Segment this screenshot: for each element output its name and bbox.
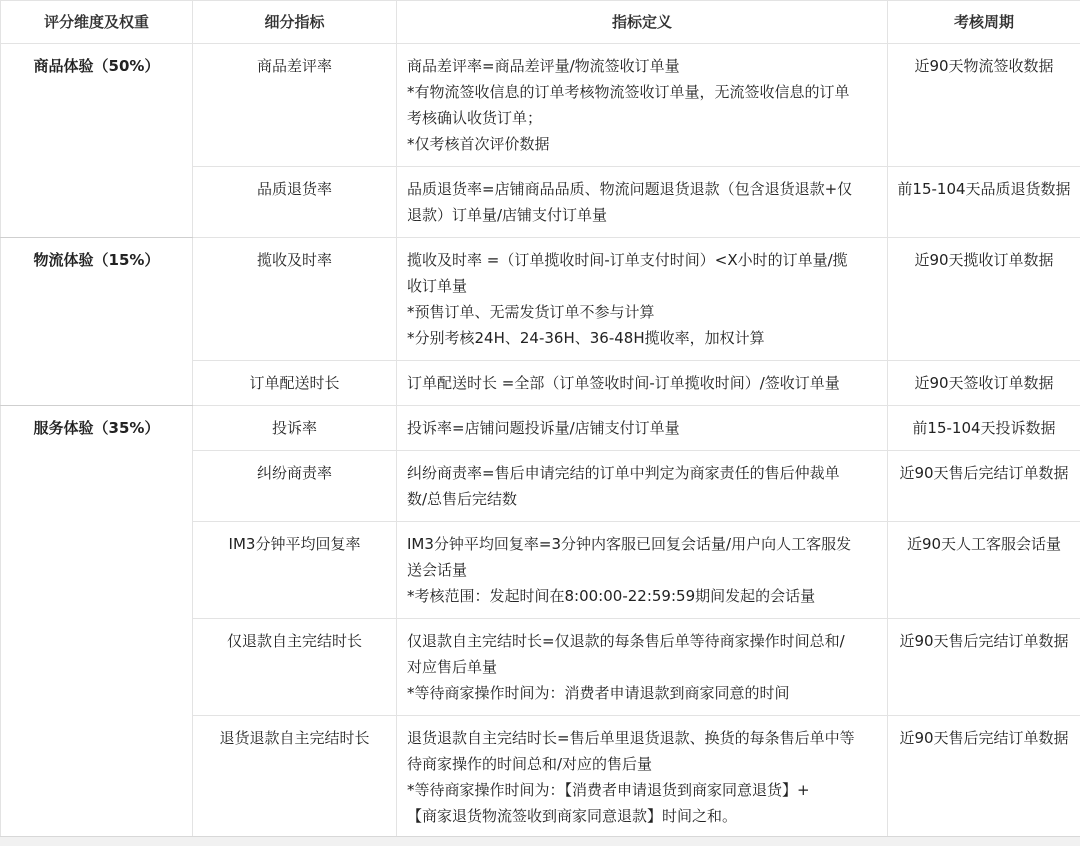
definition-cell [397, 406, 888, 451]
period-cell: 近90天售后完结订单数据 [888, 716, 1080, 839]
definition-line: 揽收及时率 =（订单揽收时间-订单支付时间）<X小时的订单量/揽 [407, 247, 875, 273]
definition-cell [397, 361, 888, 406]
definition-cell [397, 522, 888, 619]
metric-cell: 投诉率 [193, 406, 397, 451]
metric-cell: 揽收及时率 [193, 238, 397, 361]
metric-cell: 商品差评率 [193, 44, 397, 167]
definition-line: *等待商家操作时间为：【消费者申请退货到商家同意退货】+ [407, 777, 875, 803]
period-cell: 近90天揽收订单数据 [888, 238, 1080, 361]
definition-line: 数/总售后完结数 [407, 486, 875, 512]
header-definition: 指标定义 [397, 1, 888, 44]
period-cell: 近90天签收订单数据 [888, 361, 1080, 406]
definition-line: 送会话量 [407, 557, 875, 583]
header-row [1, 1, 1080, 44]
period-cell: 前15-104天品质退货数据 [888, 167, 1080, 238]
header-dimension: 评分维度及权重 [1, 1, 193, 44]
definition-line: IM3分钟平均回复率=3分钟内客服已回复会话量/用户向人工客服发 [407, 531, 875, 557]
period-cell: 近90天物流签收数据 [888, 44, 1080, 167]
definition-line: 品质退货率=店铺商品品质、物流问题退货退款（包含退货退款+仅 [407, 176, 875, 202]
metric-cell: 仅退款自主完结时长 [193, 619, 397, 716]
metric-cell: 退货退款自主完结时长 [193, 716, 397, 839]
definition-line: 收订单量 [407, 273, 875, 299]
table-row [1, 44, 1080, 167]
table-row [1, 238, 1080, 361]
dimension-cell: 服务体验（35%） [1, 406, 193, 839]
period-cell: 近90天人工客服会话量 [888, 522, 1080, 619]
definition-line: 待商家操作的时间总和/对应的售后量 [407, 751, 875, 777]
metric-cell: 订单配送时长 [193, 361, 397, 406]
period-cell: 近90天售后完结订单数据 [888, 451, 1080, 522]
dimension-cell: 商品体验（50%） [1, 44, 193, 238]
metric-cell: 品质退货率 [193, 167, 397, 238]
definition-line: 退货退款自主完结时长=售后单里退货退款、换货的每条售后单中等 [407, 725, 875, 751]
definition-line: *等待商家操作时间为：消费者申请退款到商家同意的时间 [407, 680, 875, 706]
header-metric: 细分指标 [193, 1, 397, 44]
definition-line: 纠纷商责率=售后申请完结的订单中判定为商家责任的售后仲裁单 [407, 460, 875, 486]
period-cell: 近90天售后完结订单数据 [888, 619, 1080, 716]
definition-line: 退款）订单量/店铺支付订单量 [407, 202, 875, 228]
definition-line: *仅考核首次评价数据 [407, 131, 875, 157]
definition-line: 【商家退货物流签收到商家同意退款】时间之和。 [407, 803, 875, 829]
definition-line: 考核确认收货订单； [407, 105, 875, 131]
table-row [1, 406, 1080, 451]
definition-line: 投诉率=店铺问题投诉量/店铺支付订单量 [407, 415, 875, 441]
definition-line: *有物流签收信息的订单考核物流签收订单量，无流签收信息的订单 [407, 79, 875, 105]
period-cell: 前15-104天投诉数据 [888, 406, 1080, 451]
definition-cell [397, 451, 888, 522]
definition-line: *分别考核24H、24-36H、36-48H揽收率，加权计算 [407, 325, 875, 351]
definition-line: 商品差评率=商品差评量/物流签收订单量 [407, 53, 875, 79]
definition-cell [397, 167, 888, 238]
definition-line: 对应售后单量 [407, 654, 875, 680]
definition-line: *预售订单、无需发货订单不参与计算 [407, 299, 875, 325]
definition-cell [397, 44, 888, 167]
header-period: 考核周期 [888, 1, 1080, 44]
definition-line: 仅退款自主完结时长=仅退款的每条售后单等待商家操作时间总和/ [407, 628, 875, 654]
definition-cell [397, 238, 888, 361]
definition-cell [397, 619, 888, 716]
metric-cell: 纠纷商责率 [193, 451, 397, 522]
definition-line: *考核范围：发起时间在8:00:00-22:59:59期间发起的会话量 [407, 583, 875, 609]
metric-cell: IM3分钟平均回复率 [193, 522, 397, 619]
definition-cell [397, 716, 888, 839]
dimension-cell: 物流体验（15%） [1, 238, 193, 406]
definition-line: 订单配送时长 =全部（订单签收时间-订单揽收时间）/签收订单量 [407, 370, 875, 396]
